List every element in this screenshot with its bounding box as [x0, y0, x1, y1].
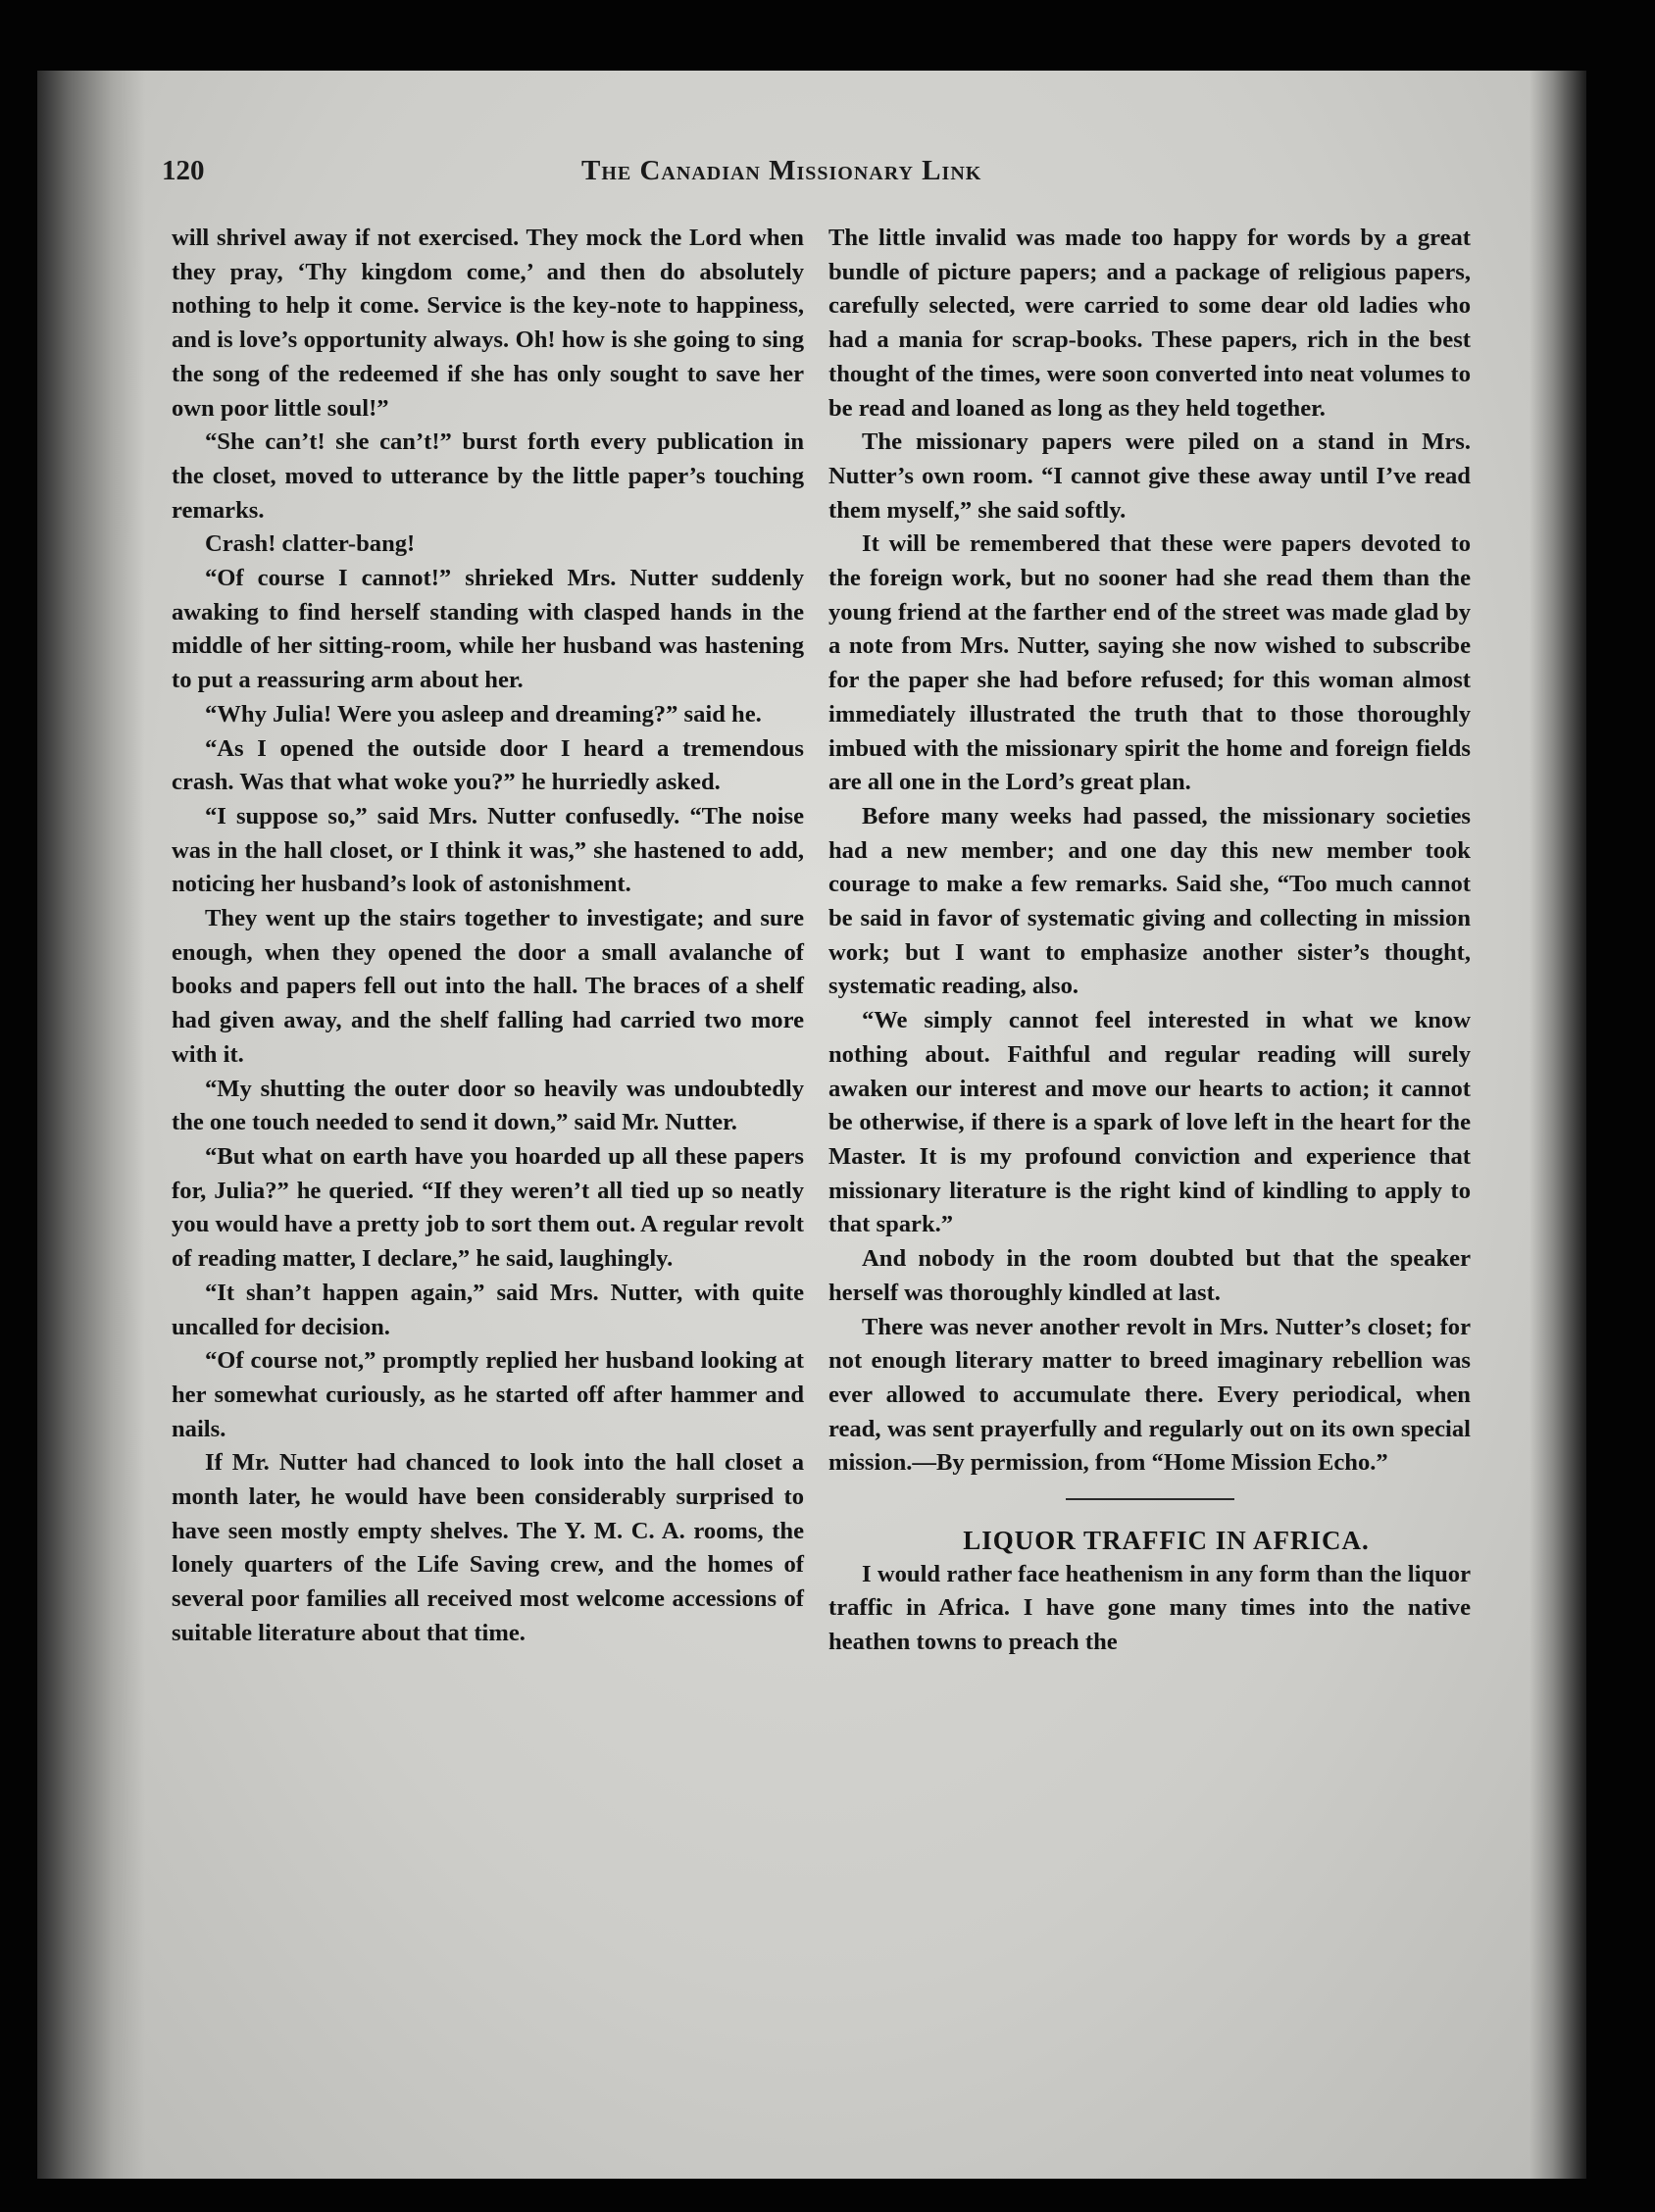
paragraph: There was never another revolt in Mrs. Nutter’s closet; for not enough literary matter to breed imaginary rebellion was ever allowed to accumulate there. Every periodical, when read, was sent prayerfully and regularly out on its own special mission.—By permission, from “Home Mission Echo.”: [828, 1313, 1471, 1477]
right-column: [828, 222, 1471, 1660]
paragraph: The little invalid was made too happy for words by a great bundle of picture papers; and a package of religious papers, carefully selected, were carried to some dear old ladies who had a mania for scrap-books. These papers, rich in the best thought of the times, were soon converted into neat volumes to be read and loaned as long as they held together.: [828, 225, 1471, 422]
paragraph: “Why Julia! Were you asleep and dreaming?” said he.: [205, 700, 762, 728]
paragraph: They went up the stairs together to investigate; and sure enough, when they opened the door a small avalanche of books and papers fell out into the hall. The braces of a shelf had given away, and the shelf falling had carried two more with it.: [172, 905, 804, 1068]
paragraph: “She can’t! she can’t!” burst forth every publication in the closet, moved to utterance by the little paper’s touching remarks.: [172, 428, 804, 524]
paragraph: “But what on earth have you hoarded up all these papers for, Julia?” he queried. “If they weren’t all tied up so neatly you would have a pretty job to sort them out. A regular revolt of reading matter, I declare,” he said, laughingly.: [172, 1142, 804, 1273]
paragraph: “My shutting the outer door so heavily was undoubtedly the one touch needed to send it down,” said Mr. Nutter.: [172, 1075, 804, 1136]
paragraph: “It shan’t happen again,” said Mrs. Nutter, with quite uncalled for decision.: [172, 1279, 804, 1340]
paragraph: Crash! clatter-bang!: [205, 530, 416, 558]
paragraph: “Of course not,” promptly replied her husband looking at her somewhat curiously, as he started off after hammer and nails.: [172, 1347, 804, 1442]
page-right-edge-shadow: [1530, 71, 1586, 2179]
paragraph: If Mr. Nutter had chanced to look into the hall closet a month later, he would have been considerably surprised to have seen mostly empty shelves. The Y. M. C. A. rooms, the lonely quarters of the Life Saving crew, and the homes of several poor families all received most welcome accessions of suitable literature about that time.: [172, 1449, 804, 1646]
paragraph: “Of course I cannot!” shrieked Mrs. Nutter suddenly awaking to find herself standing with clasped hands in the middle of her sitting-room, while her husband was hastening to put a reassuring arm about her.: [172, 565, 804, 694]
left-column: [172, 222, 804, 1651]
paragraph: Before many weeks had passed, the missionary societies had a new member; and one day this new member took courage to make a few remarks. Said she, “Too much cannot be said in favor of systematic giving and collecting in mission work; but I want to emphasize another sister’s thought, systematic reading, also.: [828, 802, 1471, 1000]
paragraph: It will be remembered that these were papers devoted to the foreign work, but no sooner had she read them than the young friend at the farther end of the street was made glad by a note from Mrs. Nutter, saying she now wished to subscribe for the paper she had before refused; for this woman almost immediately illustrated the truth that to those thoroughly imbued with the missionary spirit the home and foreign fields are all one in the Lord’s great plan.: [828, 530, 1471, 796]
page-number: 120: [162, 155, 205, 186]
book-spine-shadow: [37, 71, 145, 2179]
section-divider: [1066, 1498, 1234, 1500]
running-header: [162, 155, 1485, 202]
paragraph: “I suppose so,” said Mrs. Nutter confusedly. “The noise was in the hall closet, or I think it was,” she hastened to add, noticing her husband’s look of astonishment.: [172, 802, 804, 898]
article-heading: LIQUOR TRAFFIC IN AFRICA.: [963, 1526, 1370, 1556]
paragraph: will shrivel away if not exercised. They mock the Lord when they pray, ‘Thy kingdom come,’ and then do absolutely nothing to help it come. Service is the key-note to happiness, and is love’s opportunity always. Oh! how is she going to sing the song of the redeemed if she has only sought to save her own poor little soul!”: [172, 225, 804, 422]
paragraph: The missionary papers were piled on a stand in Mrs. Nutter’s own room. “I cannot give these away until I’ve read them myself,” she said softly.: [828, 428, 1471, 524]
paragraph: I would rather face heathenism in any form than the liquor traffic in Africa. I have gone many times into the native heathen towns to preach the: [828, 1560, 1471, 1656]
paragraph: And nobody in the room doubted but that the speaker herself was thoroughly kindled at last.: [828, 1245, 1471, 1306]
paragraph: “As I opened the outside door I heard a tremendous crash. Was that what woke you?” he hurriedly asked.: [172, 734, 804, 796]
paragraph: “We simply cannot feel interested in what we know nothing about. Faithful and regular reading will surely awaken our interest and move our hearts to action; it cannot be otherwise, if there is a spark of love left in the heart for the Master. It is my profound conviction and experience that missionary literature is the right kind of kindling to apply to that spark.”: [828, 1007, 1471, 1238]
journal-title: The Canadian Missionary Link: [581, 155, 982, 186]
